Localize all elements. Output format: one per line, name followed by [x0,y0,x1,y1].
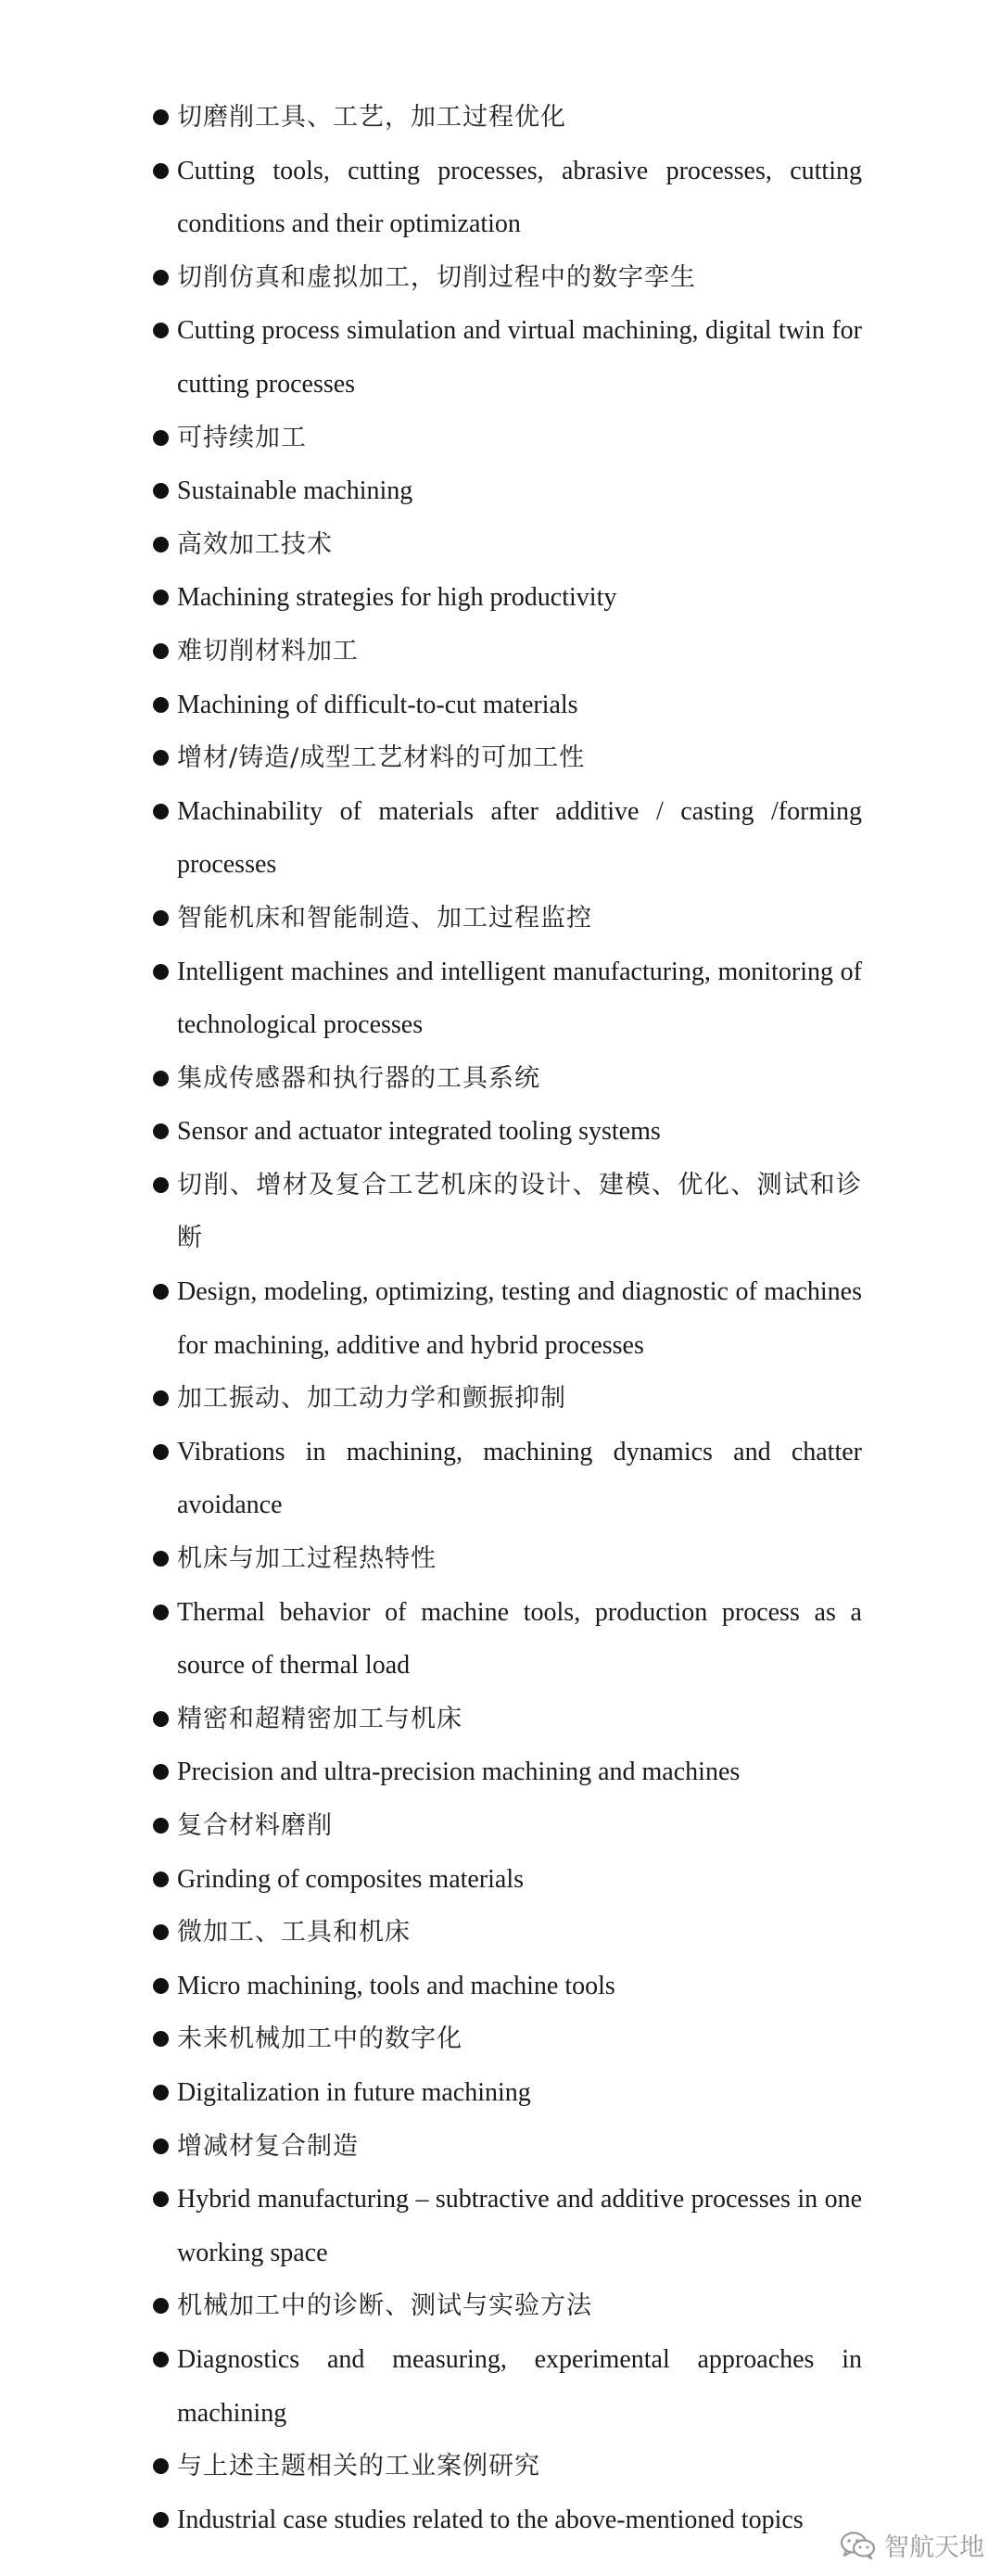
topic-text: Machinability of materials after additive / casting /forming processes [177,796,862,880]
topic-text: 集成传感器和执行器的工具系统 [177,1063,540,1093]
watermark [840,2527,984,2563]
topic-text: Cutting tools, cutting processes, abrasive processes, cutting conditions and their optimization [177,156,862,239]
topic-item-zh [153,2012,862,2066]
bullet-icon [153,2458,169,2474]
bullet-icon [153,1872,169,1887]
topic-text: 与上述主题相关的工业案例研究 [177,2452,540,2481]
topic-item-zh [153,2440,862,2494]
bullet-icon [153,1551,169,1567]
bullet-icon [153,1071,169,1086]
bullet-icon [153,2138,169,2154]
topic-item-zh [153,1799,862,1853]
topic-text: Intelligent machines and intelligent manufacturing, monitoring of technological processes [177,957,862,1040]
topic-text: 机械加工中的诊断、测试与实验方法 [177,2291,592,2321]
topic-item-en [153,464,862,518]
topic-text: 智能机床和智能制造、加工过程监控 [177,903,592,933]
bullet-icon [153,590,169,605]
bullet-icon [153,2031,169,2047]
topic-item-en [153,2066,862,2120]
topic-item-zh [153,1532,862,1586]
topic-item-en [153,1426,862,1532]
bullet-icon [153,910,169,926]
bullet-icon [153,1764,169,1780]
topic-item-zh [153,412,862,465]
topic-text: Industrial case studies related to the above-mentioned topics [177,2505,804,2534]
topic-item-en [153,145,862,251]
topic-text: Cutting process simulation and virtual machining, digital twin for cutting processes [177,316,862,399]
bullet-icon [153,643,169,659]
topic-text: Hybrid manufacturing – subtractive and additive processes in one working space [177,2185,862,2267]
topic-item-zh [153,1693,862,1746]
bullet-icon [153,163,169,179]
bullet-icon [153,537,169,552]
topic-text: 未来机械加工中的数字化 [177,2024,462,2054]
bullet-icon [153,2085,169,2100]
bullet-icon [153,804,169,819]
topic-item-zh [153,892,862,945]
topic-item-en [153,1745,862,1799]
topic-text: Sustainable machining [177,476,413,506]
topic-item-en [153,1265,862,1372]
topic-text: Grinding of composites materials [177,1864,525,1894]
bullet-icon [153,430,169,446]
topic-text: Sensor and actuator integrated tooling systems [177,1117,661,1147]
topic-item-zh [153,2279,862,2333]
topic-item-zh [153,1052,862,1106]
topic-item-en [153,679,862,732]
bullet-icon [153,1390,169,1406]
bullet-icon [153,483,169,499]
topic-text: 切削、增材及复合工艺机床的设计、建模、优化、测试和诊断 [177,1170,862,1253]
topic-item-en [153,2173,862,2279]
topic-text: Machining of difficult-to-cut materials [177,690,578,719]
topic-item-en [153,945,862,1052]
bullet-icon [153,2298,169,2314]
topic-list [153,91,862,2546]
topic-text: 机床与加工过程热特性 [177,1544,437,1574]
topic-text: 切磨削工具、工艺，加工过程优化 [177,103,566,132]
topic-text: 难切削材料加工 [177,636,359,666]
topic-text: Digitalization in future machining [177,2077,531,2107]
topic-text: 微加工、工具和机床 [177,1918,411,1948]
topic-item-en [153,2494,862,2547]
bullet-icon [153,964,169,980]
bullet-icon [153,1924,169,1940]
bullet-icon [153,1711,169,1727]
topic-text: Precision and ultra-precision machining and machines [177,1758,741,1787]
bullet-icon [153,697,169,713]
topic-item-zh [153,1159,862,1265]
topic-text: 增减材复合制造 [177,2131,359,2161]
topic-text: Thermal behavior of machine tools, production process as a source of thermal load [177,1597,862,1681]
topic-text: 切削仿真和虚拟加工，切削过程中的数字孪生 [177,262,696,292]
topic-item-en [153,571,862,625]
watermark-text: 智航天地 [884,2533,984,2562]
topic-item-en [153,1105,862,1159]
bullet-icon [153,1818,169,1834]
bullet-icon [153,2512,169,2528]
topic-text: 高效加工技术 [177,529,333,559]
bullet-icon [153,750,169,766]
topic-text: Vibrations in machining, machining dynamics and chatter avoidance [177,1437,862,1520]
topic-item-zh [153,2120,862,2174]
topic-item-en [153,1853,862,1907]
bullet-icon [153,1605,169,1620]
topic-item-en [153,2333,862,2440]
topic-text: Micro machining, tools and machine tools [177,1971,615,2000]
bullet-icon [153,1444,169,1460]
bullet-icon [153,270,169,286]
topic-item-en [153,1586,862,1693]
bullet-icon [153,1978,169,1994]
topic-item-zh [153,731,862,785]
topic-text: 增材/铸造/成型工艺材料的可加工性 [177,743,586,773]
topic-text: Design, modeling, optimizing, testing and diagnostic of machines for machining, additive and hybrid processes [177,1277,862,1360]
bullet-icon [153,1177,169,1193]
bullet-icon [153,109,169,125]
topic-text: 精密和超精密加工与机床 [177,1704,462,1733]
bullet-icon [153,323,169,338]
topic-text: 复合材料磨削 [177,1811,333,1840]
topic-text: 可持续加工 [177,423,307,452]
topic-item-en [153,785,862,892]
topic-item-zh [153,1906,862,1960]
topic-item-zh [153,518,862,572]
bullet-icon [153,2352,169,2367]
topic-item-zh [153,251,862,305]
topic-item-zh [153,91,862,145]
bullet-icon [153,1284,169,1300]
wechat-icon [840,2531,877,2560]
topic-text: Machining strategies for high productivity [177,583,617,613]
topic-item-zh [153,625,862,679]
topic-text: 加工振动、加工动力学和颤振抑制 [177,1384,566,1414]
topic-item-zh [153,1372,862,1426]
topic-item-en [153,304,862,411]
topic-item-en [153,1960,862,2013]
bullet-icon [153,1123,169,1139]
bullet-icon [153,2191,169,2207]
topic-text: Diagnostics and measuring, experimental approaches in machining [177,2344,862,2428]
